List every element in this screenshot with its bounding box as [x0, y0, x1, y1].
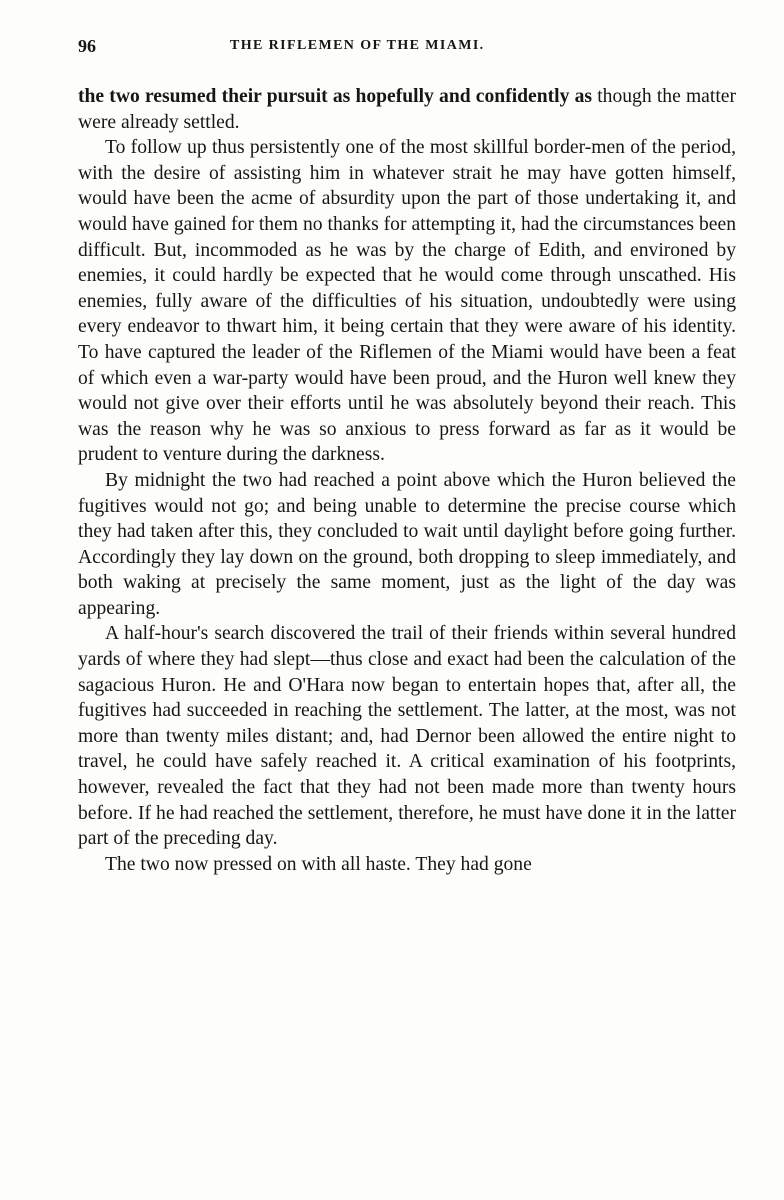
paragraph-text: though the matter were already settled. — [78, 86, 736, 133]
paragraph-continued — [78, 84, 736, 135]
paragraph-final: The two now pressed on with all haste. They had gone — [105, 853, 532, 875]
running-title: THE RIFLEMEN OF THE MIAMI. — [230, 38, 485, 53]
running-head — [78, 36, 738, 58]
paragraph: A half-hour's search discovered the trail of their friends within several hundred yards of where they had slept—thus close and exact had been the calculation of the sagacious Huron. He and O'Hara now began to entertain hopes that, after all, the fugitives had succeeded in reaching the settlement. The latter, at the most, was not more than twenty miles distant; and, had Dernor been allowed the entire night to travel, he could have safely reached it. A critical examination of his footprints, however, revealed the fact that they had not been made more than twenty hours before. If he had reached the settlement, therefore, he must have done it in the latter part of the preceding day. — [78, 623, 736, 850]
page-number: 96 — [78, 36, 96, 56]
paragraph: By midnight the two had reached a point above which the Huron believed the fugitives would not go; and being unable to determine the precise course which they had taken after this, they concluded to wait until daylight before going further. Accordingly they lay down on the ground, both dropping to sleep immediately, and both waking at precisely the same moment, just as the light of the day was appearing. — [78, 469, 736, 619]
paragraph: To follow up thus persistently one of the most skillful border-men of the period, with the desire of assisting him in whatever strait he may have gotten himself, would have been the acme of absurdity upon the part of those undertaking it, and would have gained for them no thanks for attempting it, had the circumstances been difficult. But, incommoded as he was by the charge of Edith, and environed by enemies, it could hardly be expected that he would come through unscathed. His enemies, fully aware of the difficulties of his situation, undoubtedly were using every endeavor to thwart him, it being certain that they were aware of his identity. To have captured the leader of the Riflemen of the Miami would have been a feat of which even a war-party would have been proud, and the Huron well knew they would not give over their efforts until he was absolutely beyond their reach. This was the reason why he was so anxious to press forward as far as it would be prudent to venture during the darkness. — [78, 137, 736, 466]
text-body — [78, 84, 736, 877]
bold-lead-text: the two resumed their pursuit as hopefully and confidently as — [78, 86, 593, 107]
